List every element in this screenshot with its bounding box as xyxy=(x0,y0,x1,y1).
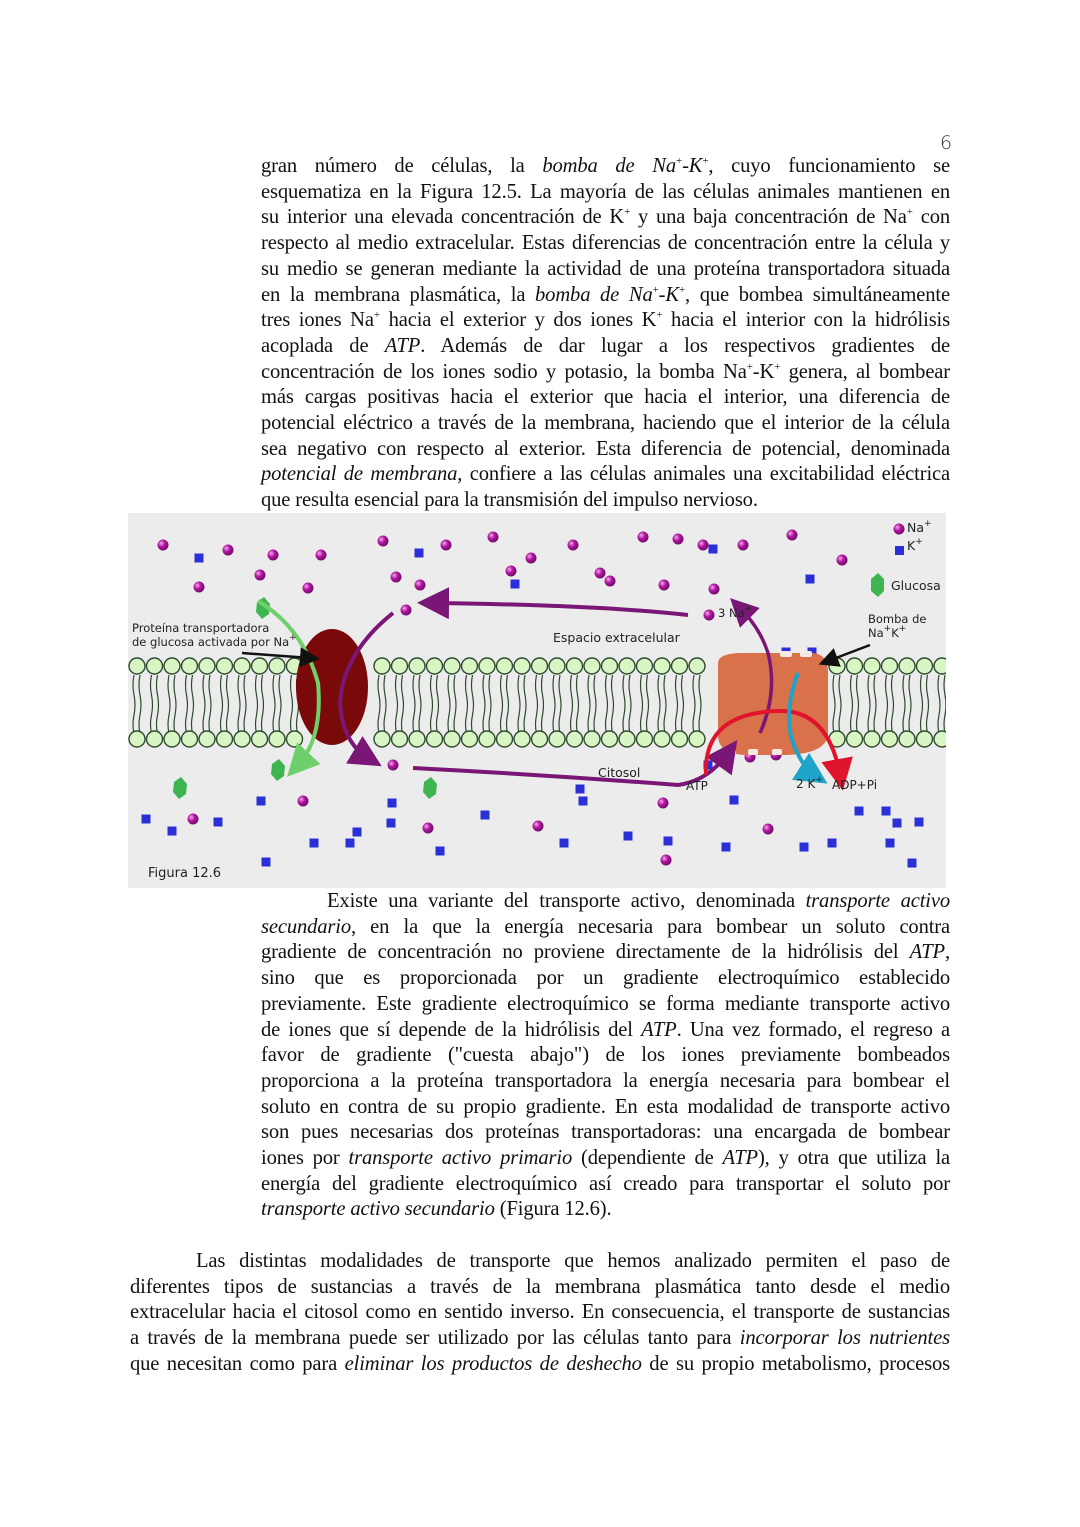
text-line: iones por transporte activo primario (dependiente de ATP), y otra que utiliza la xyxy=(261,1147,951,1170)
text-line: favor de gradiente ("cuesta abajo") de los iones previamente bombeados xyxy=(261,1044,950,1067)
text-line: su interior una elevada concentración de K+ y una baja concentración de Na+ con xyxy=(261,206,950,229)
adp-pi-label: ADP+Pi xyxy=(832,778,878,792)
text-line: que resulta esencial para la transmisión del impulso nervioso. xyxy=(261,489,758,512)
text-line: sea negativo con respecto al exterior. Esta diferencia de potencial, denominada xyxy=(261,437,950,460)
text-line: transporte activo secundario (Figura 12.6). xyxy=(261,1198,612,1221)
page-number: 6 xyxy=(940,132,953,154)
text-line: soluto en contra de su propio gradiente. En esta modalidad de transporte activo xyxy=(261,1095,950,1118)
atp-label: ATP xyxy=(686,779,708,793)
text-line: energía del gradiente electroquímico así creado para transportar el soluto por xyxy=(261,1172,950,1195)
figure-secondary-active-transport xyxy=(128,513,946,888)
text-line: potencial eléctrico a través de la membrana, haciendo que el interior de la célula xyxy=(261,412,950,435)
paragraph-na-k-pump xyxy=(261,154,950,514)
legend-glucose-icon xyxy=(871,573,884,597)
text-line: más cargas positivas hacia el exterior que hacia el interior, una diferencia de xyxy=(261,386,950,409)
text-line: diferentes tipos de sustancias a través de la membrana plasmática tanto desde el medio xyxy=(130,1275,950,1298)
text-line: secundario, en la que la energía necesaria para bombear un soluto contra xyxy=(261,915,950,938)
two-k-label: 2 K+ xyxy=(796,775,823,791)
text-line: acoplada de ATP. Además de dar lugar a los respectivos gradientes de xyxy=(261,334,950,357)
text-line: gradiente de concentración no proviene directamente de la hidrólisis del ATP, xyxy=(261,941,950,964)
figure-caption: Figura 12.6 xyxy=(148,866,222,881)
na-to-pump-arrow xyxy=(413,753,728,785)
text-line: que necesitan como para eliminar los productos de deshecho de su propio metabolismo, procesos xyxy=(130,1352,951,1375)
paragraph-secondary-transport xyxy=(261,889,950,1223)
glucose-transporter-protein xyxy=(296,629,368,745)
glucose-transporter-label: Proteína transportadora de glucosa activada por Na+ xyxy=(132,621,297,649)
text-line: tres iones Na+ hacia el exterior y dos iones K+ hacia el interior con la hidrólisis xyxy=(261,309,950,332)
legend-k-icon xyxy=(895,546,904,555)
membrane-diagram xyxy=(128,513,946,888)
text-line: su medio se generan mediante la actividad de una proteína transportadora situada xyxy=(261,257,950,280)
legend-glucose-label: Glucosa xyxy=(891,578,941,593)
na-return-arrow xyxy=(433,603,688,615)
text-line: a través de la membrana puede ser utilizado por las células tanto para incorporar los nutrientes xyxy=(130,1327,950,1350)
text-line: son pues necesarias dos proteínas transportadoras: una encargada de bombear xyxy=(261,1121,950,1144)
text-line: extracelular hacia el citosol como en sentido inverso. En consecuencia, el transporte de sustancias xyxy=(130,1301,950,1324)
three-na-label: 3 Na+ xyxy=(718,604,753,620)
text-line: sino que es proporcionada por un gradiente electroquímico establecido xyxy=(261,967,950,990)
extracellular-space-label: Espacio extracelular xyxy=(553,630,680,645)
text-line: Existe una variante del transporte activo, denominada transporte activo xyxy=(327,890,950,912)
text-line: de iones que sí depende de la hidrólisis del ATP. Una vez formado, el regreso a xyxy=(261,1018,950,1041)
text-line: Las distintas modalidades de transporte que hemos analizado permiten el paso de xyxy=(196,1250,950,1272)
text-line: proporciona a la proteína transportadora la energía necesaria para bombear el xyxy=(261,1069,950,1092)
legend-na-label: Na+ xyxy=(907,519,932,535)
text-line: gran número de células, la bomba de Na+-K+, cuyo funcionamiento se xyxy=(261,155,950,177)
legend-k-label: K+ xyxy=(907,537,923,553)
cytosol-label: Citosol xyxy=(598,765,641,780)
transporter-pointer-arrow xyxy=(242,653,310,658)
text-line: respecto al medio extracelular. Estas diferencias de concentración entre la célula y xyxy=(261,232,950,255)
pump-pointer-arrow xyxy=(828,645,870,661)
text-line: en la membrana plasmática, la bomba de Na+-K+, que bombea simultáneamente xyxy=(261,283,950,306)
paragraph-transport-modalities xyxy=(130,1249,950,1378)
na-k-pump-protein xyxy=(718,653,828,755)
text-line: esquematiza en la Figura 12.5. La mayoría de las células animales mantienen en xyxy=(261,180,950,203)
na-k-pump-label: Bomba de Na+K+ xyxy=(868,612,927,640)
text-line: previamente. Este gradiente electroquímico se forma mediante transporte activo xyxy=(261,992,950,1015)
text-line: concentración de los iones sodio y potasio, la bomba Na+-K+ genera, al bombear xyxy=(261,360,951,383)
text-line: potencial de membrana, confiere a las células animales una excitabilidad eléctrica xyxy=(261,463,950,486)
legend-na-icon xyxy=(894,524,905,535)
